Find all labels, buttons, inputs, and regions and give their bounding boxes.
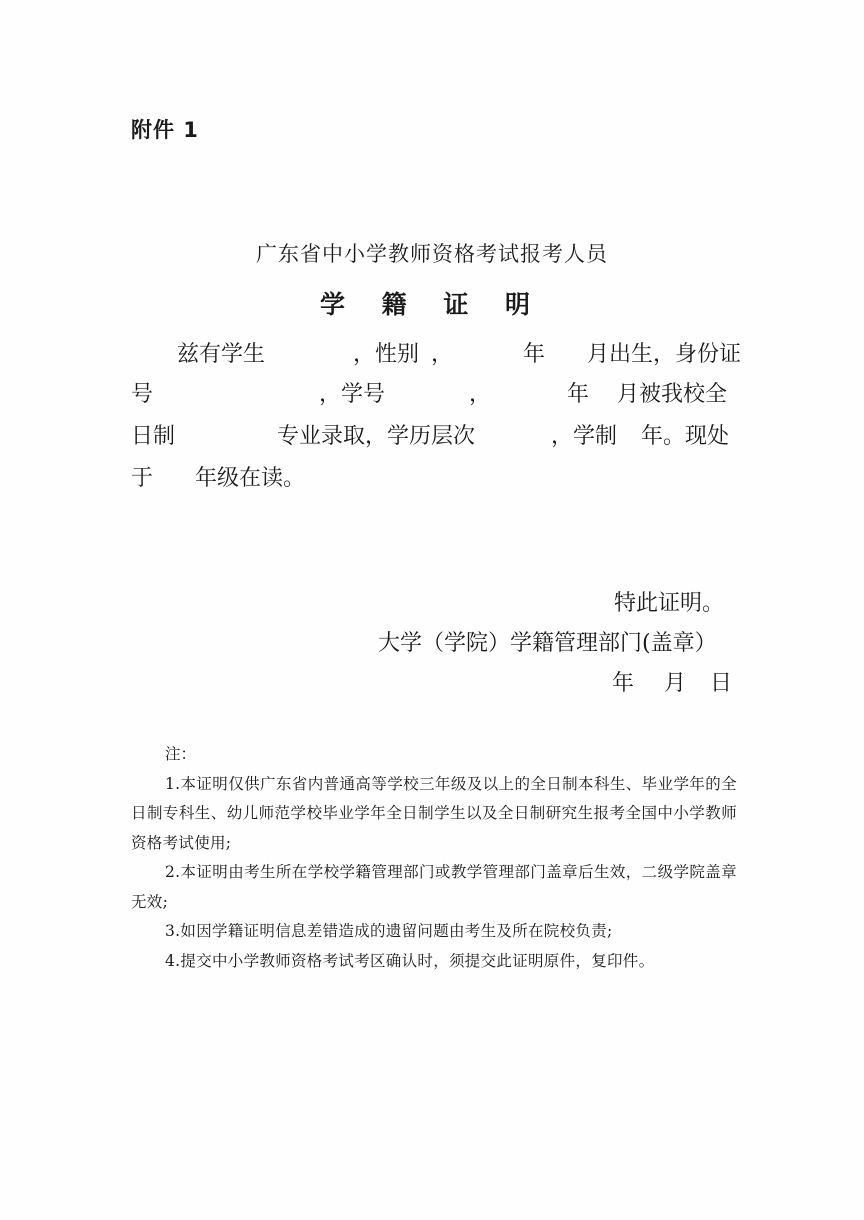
body-line-1 xyxy=(131,336,742,374)
document-title: 学 籍 证 明 xyxy=(319,290,545,319)
body-line-2 xyxy=(131,376,735,414)
separator-comma: ， xyxy=(469,382,492,407)
note-item-2: 2.本证明由考生所在学校学籍管理部门或教学管理部门盖章后生效，二级学院盖章无效; xyxy=(131,863,737,911)
label-current-status: 年。现处 xyxy=(641,424,730,449)
label-full-time: 日制 xyxy=(131,424,176,449)
separator-comma: ， xyxy=(431,342,454,367)
note-item-3: 3.如因学籍证明信息差错造成的遗留问题由考生及所在院校负责; xyxy=(165,922,613,940)
label-student-number: ，学号 xyxy=(319,382,386,407)
date-day-label: 日 xyxy=(710,671,733,696)
body-line-4 xyxy=(131,460,735,498)
label-gender: ，性别 xyxy=(353,342,420,367)
label-admission-year: 年 xyxy=(567,382,590,407)
closing-statement: 特此证明。 xyxy=(614,591,725,616)
label-major-level: 专业录取，学历层次 xyxy=(277,424,476,449)
label-birth-month: 月出生，身份证 xyxy=(587,342,742,367)
document-subtitle: 广东省中小学教师资格考试报考人员 xyxy=(256,242,608,266)
label-at: 于 xyxy=(131,466,154,491)
notes-section xyxy=(131,740,737,976)
body-line-3 xyxy=(131,418,735,456)
issuing-office: 大学（学院）学籍管理部门(盖章） xyxy=(378,631,717,656)
note-item-1: 1.本证明仅供广东省内普通高等学校三年级及以上的全日制本科生、毕业学年的全日制专科生、幼儿师范学校毕业学年全日制学生以及全日制研究生报考全国中小学教师资格考试使用; xyxy=(131,774,737,852)
label-student: 兹有学生 xyxy=(177,342,266,367)
label-grade: 年级在读。 xyxy=(195,466,306,491)
label-birth-year: 年 xyxy=(523,342,546,367)
label-program-length: ，学制 xyxy=(551,424,618,449)
date-year-label: 年 xyxy=(612,671,635,696)
label-id-number: 号 xyxy=(131,382,154,407)
notes-heading: 注： xyxy=(165,745,197,763)
note-item-4: 4.提交中小学教师资格考试考区确认时，须提交此证明原件，复印件。 xyxy=(165,951,655,970)
attachment-label: 附件 1 xyxy=(131,118,199,142)
label-admission-month: 月被我校全 xyxy=(617,382,728,407)
date-month-label: 月 xyxy=(664,671,687,696)
